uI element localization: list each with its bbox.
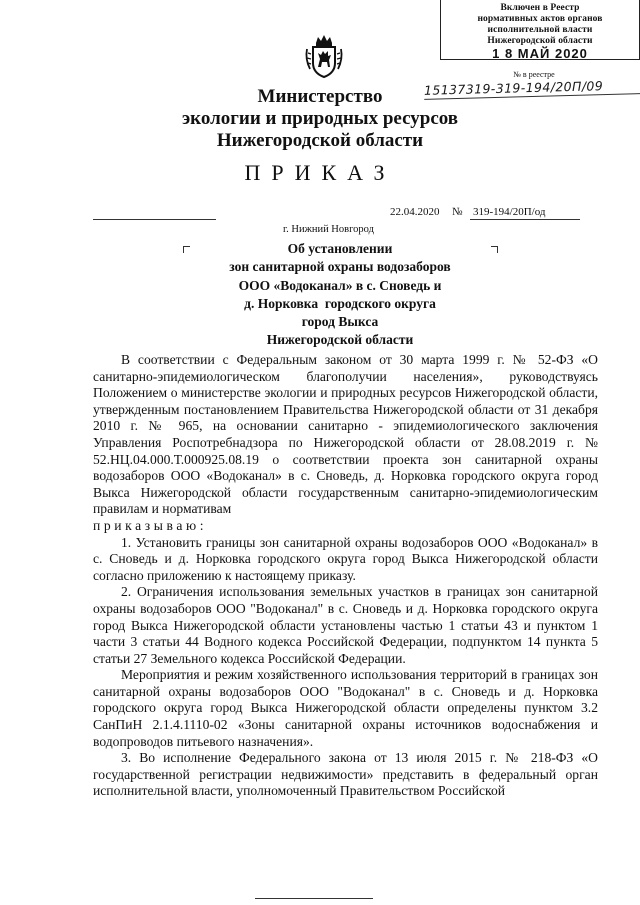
document-type: ПРИКАЗ (244, 160, 396, 185)
ministry-name-line-1: Министерство (257, 86, 383, 107)
ministry-name-line-2: экологии и природных ресурсов (181, 108, 459, 129)
order-number-label: № (452, 206, 463, 218)
order-number: 319-194/20П/од (473, 206, 546, 218)
order-body (93, 352, 598, 800)
item-1-paragraph: 1. Установить границы зон санитарной охраны водозаборов ООО «Водоканал» в с. Сноведь и д. Норковка городского округа город Выкса Нижегородской области согласно приложению к настоящему приказу. (93, 534, 598, 583)
signature-date-underline (93, 219, 216, 220)
stamp-line-1: Включен в Реестр (500, 3, 580, 13)
stamp-line-4: Нижегородской области (487, 36, 593, 46)
ministry-name-line-3: Нижегородской области (216, 130, 424, 151)
page-bottom-line (255, 898, 373, 899)
prikazyvayu-word: приказываю: (93, 517, 208, 533)
item-3-paragraph: 3. Во исполнение Федерального закона от 13 июля 2015 г. № 218-ФЗ «О государственной регистрации недвижимости» представить в федеральный орган исполнительной власти, уполномоченный Правительством Российской (93, 750, 598, 799)
item-2-continuation-paragraph: Мероприятия и режим хозяйственного использования территорий в границах зон санитарной охраны водозаборов ООО "Водоканал" в с. Сноведь и д. Норковка городского округа город Выкса Нижегородской области определены пунктом 3.2 СанПиН 2.1.4.1110-02 «Зоны санитарной охраны источников водоснабжения и водопроводов питьевого назначения». (93, 667, 598, 749)
title-line-3: ООО «Водоканал» в с. Сноведь и (238, 277, 442, 293)
stamp-date: 1 8 МАЙ 2020 (492, 46, 588, 61)
preamble-paragraph: В соответствии с Федеральным законом от 30 марта 1999 г. № 52-ФЗ «О санитарно-эпидемиологическом благополучии населения», руководствуясь Положением о министерстве экологии и природных ресурсов Нижегородской области, утвержденным постановлением Правительства Нижегородской области от 31 декабря 2010 г. № 965, на основании санитарно - эпидемиологического заключения Управления Роспотребнадзора по Нижегородской области от 28.08.2019 г. № 52.НЦ.04.000.Т.000925.08.19 о соответствии проекта зон санитарной охраны водозаборов ООО «Водоканал» в с. Сноведь, д. Норковка городского округа город Выкса Нижегородской области государственным санитарно-эпидемиологическим правилам и нормативам (93, 352, 598, 517)
title-line-2: зон санитарной охраны водозаборов (229, 259, 451, 275)
item-2-paragraph: 2. Ограничения использования земельных участков в границах зон санитарной охраны водозаборов ООО "Водоканал" в с. Сноведь и д. Норковка городского округа город Выкса Нижегородской области установлены частью 1 статьи 43 и пунктом 1 части 3 статьи 44 Водного кодекса Российской Федерации, подпунктом 14 пункта 5 статьи 27 Земельного кодекса Российской Федерации. (93, 584, 598, 666)
order-number-underline (470, 219, 580, 220)
stamp-line-2: нормативных актов органов (477, 14, 603, 24)
registry-number-handwritten: 15137319-319-194/20П/09 (424, 77, 640, 100)
registry-stamp (440, 0, 640, 60)
order-title (150, 240, 530, 350)
registry-number-label: № в реестре (513, 70, 555, 79)
title-line-6: Нижегородской области (266, 332, 414, 348)
title-line-5: город Выкса (301, 314, 379, 330)
title-line-4: д. Норковка городского округа (244, 295, 436, 311)
stamp-line-3: исполнительной власти (487, 25, 593, 35)
order-date: 22.04.2020 (390, 206, 440, 218)
city: г. Нижний Новгород (283, 224, 374, 235)
title-line-1: Об установлении (287, 241, 393, 256)
coat-of-arms-icon (304, 33, 344, 79)
